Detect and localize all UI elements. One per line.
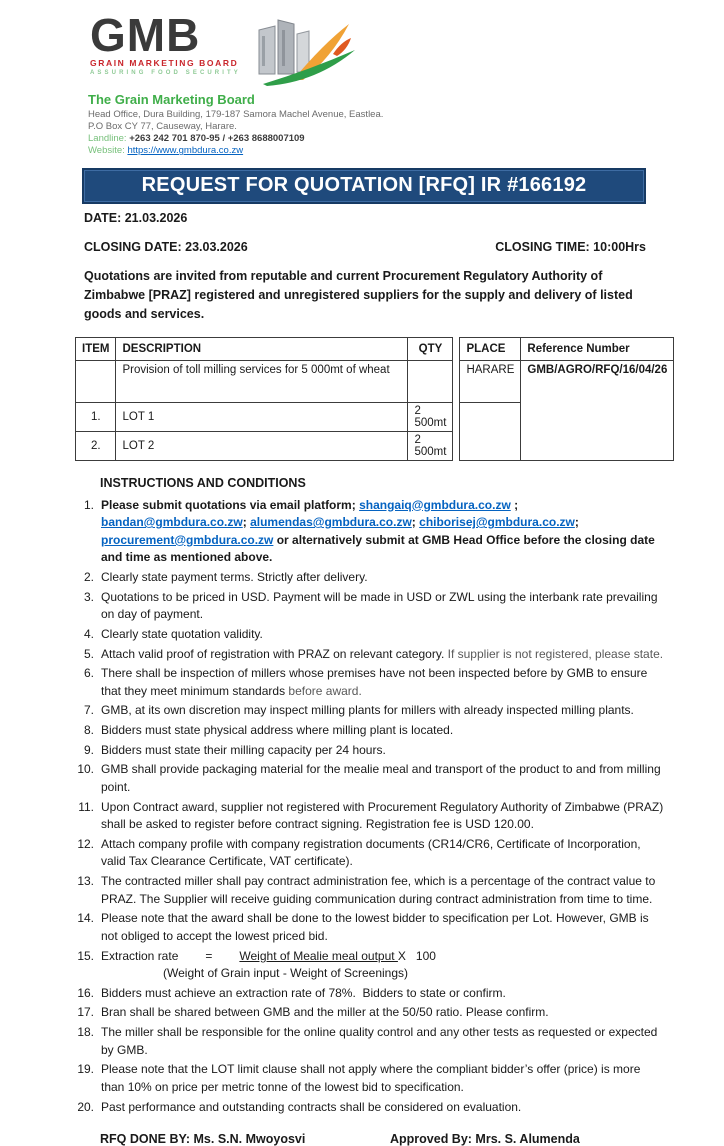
instruction-number: 17. [77, 1005, 94, 1020]
instruction-text: There shall be inspection of millers whose premises have not been inspected before by GMB to ensure that they meet minimum standards before award. [101, 666, 648, 698]
gmb-logo [90, 9, 724, 88]
instruction-text: Extraction rate = Weight of Mealie meal output X 100 (Weight of Grain input - Weight of Screenings) [101, 948, 666, 983]
table-header-row [76, 337, 674, 360]
landline-label: Landline: [88, 132, 127, 144]
instruction-number: 7. [83, 703, 94, 718]
header-reference: Reference Number [521, 337, 674, 360]
instruction-number: 3. [83, 589, 94, 604]
instruction-text: Past performance and outstanding contracts shall be considered on evaluation. [101, 1099, 522, 1114]
silos-and-swoosh-icon [245, 16, 357, 88]
instruction-number: 10. [77, 762, 94, 777]
instruction-text: Bran shall be shared between GMB and the miller at the 50/50 ratio. Please confirm. [101, 1005, 549, 1020]
instruction-text: Attach valid proof of registration with PRAZ on relevant category. If supplier is not registered, please state. [101, 646, 664, 661]
instruction-number: 6. [83, 666, 94, 681]
instruction-text: Please note that the LOT limit clause shall not apply where the compliant bidder’s offer (price) is more than 10% on price per metric tonne of the lowest bid to specification. [101, 1062, 641, 1094]
instruction-item [70, 1004, 666, 1022]
instruction-number: 11. [78, 799, 94, 814]
instruction-text: Please submit quotations via email platform; shangaiq@gmbdura.co.zw ; bandan@gmbdura.co.zw; alumendas@gmbdura.co.zw; chiborisej@gmbdura.co.zw; procurement@gmbdura.co.zw or alternatively submit at GMB Head Office before the closing date and time as mentioned above. [101, 497, 655, 565]
instruction-item [70, 1099, 666, 1117]
instruction-text: Bidders must state their milling capacity per 24 hours. [101, 742, 386, 757]
formula-denominator: (Weight of Grain input - Weight of Screenings) [163, 966, 409, 981]
instruction-number: 9. [83, 742, 94, 757]
instruction-item [70, 665, 666, 700]
instruction-text: The miller shall be responsible for the online quality control and any other tests as requested or expected by GMB. [101, 1025, 658, 1057]
instruction-number: 16. [77, 985, 94, 1000]
item-number: 1. [76, 402, 116, 431]
instruction-item [70, 646, 666, 664]
lot-qty: 2 500mt [408, 402, 453, 431]
instructions-list [70, 497, 666, 1117]
header-description: DESCRIPTION [116, 337, 408, 360]
instruction-item [70, 948, 666, 983]
instruction-item [70, 1061, 666, 1096]
place-cell: HARARE [460, 360, 521, 402]
instruction-number: 19. [77, 1062, 94, 1077]
instruction-number: 13. [77, 874, 94, 888]
instruction-text: Clearly state payment terms. Strictly after delivery. [101, 570, 368, 584]
lot-description: LOT 1 [116, 402, 408, 431]
instruction-item [70, 722, 666, 740]
instruction-number: 1. [83, 497, 94, 512]
instruction-item [70, 873, 666, 908]
lot-qty: 2 500mt [408, 431, 453, 460]
header-item: ITEM [76, 337, 116, 360]
address-line-1: Head Office, Dura Building, 179-187 Samora Machel Avenue, Eastlea. [88, 108, 384, 120]
instruction-text: GMB shall provide packaging material for the mealie meal and transport of the product to and from milling point. [101, 762, 661, 794]
instruction-number: 14. [77, 911, 94, 926]
logo-tagline: ASSURING FOOD SECURITY [90, 70, 241, 77]
closing-time: CLOSING TIME: 10:00Hrs [495, 240, 646, 255]
signature-row [100, 1132, 724, 1146]
instruction-text: Bidders must achieve an extraction rate of 78%. Bidders to state or confirm. [101, 985, 506, 1000]
instruction-item [70, 836, 666, 871]
instruction-number: 15. [77, 948, 94, 963]
rfq-done-by: RFQ DONE BY: Ms. S.N. Mwoyosvi [100, 1132, 306, 1146]
instruction-item [70, 497, 666, 568]
instruction-item [70, 799, 666, 834]
instruction-number: 2. [83, 570, 94, 584]
landline-numbers: +263 242 701 870-95 / +263 8688007109 [129, 132, 305, 144]
landline-line [88, 133, 724, 145]
logo-acronym: GMB [90, 9, 201, 61]
website-label: Website: [88, 145, 125, 157]
email-link[interactable]: procurement@gmbdura.co.zw [101, 532, 274, 547]
instruction-number: 8. [83, 723, 94, 737]
email-link[interactable]: bandan@gmbdura.co.zw [101, 515, 243, 530]
email-link[interactable]: chiborisej@gmbdura.co.zw [419, 515, 575, 530]
instruction-number: 18. [77, 1025, 94, 1039]
reference-cell: GMB/AGRO/RFQ/16/04/26 [521, 360, 674, 460]
approved-by: Approved By: Mrs. S. Alumenda [390, 1132, 580, 1146]
closing-date: CLOSING DATE: 23.03.2026 [84, 240, 248, 255]
logo-board-line: GRAIN MARKETING BOARD [90, 58, 239, 69]
rfq-title-bar: REQUEST FOR QUOTATION [RFQ] IR #166192 [82, 168, 646, 204]
closing-row [84, 240, 646, 254]
table-row [76, 360, 674, 402]
instruction-number: 5. [83, 646, 94, 661]
instruction-text: GMB, at its own discretion may inspect milling plants for millers with already inspected milling plants. [101, 703, 634, 718]
instruction-text: Quotations to be priced in USD. Payment will be made in USD or ZWL using the interbank rate prevailing on day of payment. [101, 589, 658, 622]
description-cell: Provision of toll milling services for 5 000mt of wheat [116, 360, 408, 402]
intro-paragraph: Quotations are invited from reputable and current Procurement Regulatory Authority of Zimbabwe [PRAZ] registered and unregistered suppliers for the supply and delivery of listed goods and services. [84, 269, 633, 321]
instruction-number: 4. [83, 626, 94, 641]
email-link[interactable]: shangaiq@gmbdura.co.zw [359, 497, 511, 512]
instruction-item [70, 626, 666, 644]
instruction-item [70, 985, 666, 1003]
website-link[interactable]: https://www.gmbdura.co.zw [127, 145, 244, 157]
instruction-item [70, 702, 666, 720]
instruction-text: Upon Contract award, supplier not registered with Procurement Regulatory Authority of Zimbabwe (PRAZ) shall be asked to register before contract signing. Registration fee is USD 120.00. [101, 799, 664, 832]
instruction-item [70, 742, 666, 760]
instruction-item [70, 910, 666, 945]
org-name: The Grain Marketing Board [88, 92, 255, 107]
header-place: PLACE [460, 337, 521, 360]
instruction-text: Attach company profile with company registration documents (CR14/CR6, Certificate of Incorporation, valid Tax Clearance Certificate, VAT certificate). [101, 836, 641, 869]
address-line-2: P.O Box CY 77, Causeway, Harare. [88, 120, 237, 132]
items-table [75, 337, 674, 461]
item-number: 2. [76, 431, 116, 460]
instruction-item [70, 569, 666, 587]
instruction-item [70, 589, 666, 624]
contact-block [88, 92, 724, 157]
instruction-text: The contracted miller shall pay contract administration fee, which is a percentage of the contract value to PRAZ. The Supplier will receive guiding communication during contract administration from time to time. [101, 874, 656, 906]
lot-description: LOT 2 [116, 431, 408, 460]
instruction-text: Clearly state quotation validity. [101, 626, 263, 641]
header-qty: QTY [408, 337, 453, 360]
instruction-number: 20. [77, 1099, 94, 1114]
date-line: DATE: 21.03.2026 [84, 211, 188, 226]
instructions-heading: INSTRUCTIONS AND CONDITIONS [100, 475, 306, 490]
website-line [88, 145, 724, 157]
instruction-item [70, 761, 666, 796]
rfq-document [0, 9, 724, 1146]
instruction-item [70, 1024, 666, 1059]
instruction-number: 12. [77, 836, 94, 851]
instruction-text: Bidders must state physical address where milling plant is located. [101, 723, 454, 737]
instruction-text: Please note that the award shall be done to the lowest bidder to specification per Lot. However, GMB is not obliged to accept the lowest priced bid. [101, 911, 649, 943]
email-link[interactable]: alumendas@gmbdura.co.zw [250, 515, 412, 530]
